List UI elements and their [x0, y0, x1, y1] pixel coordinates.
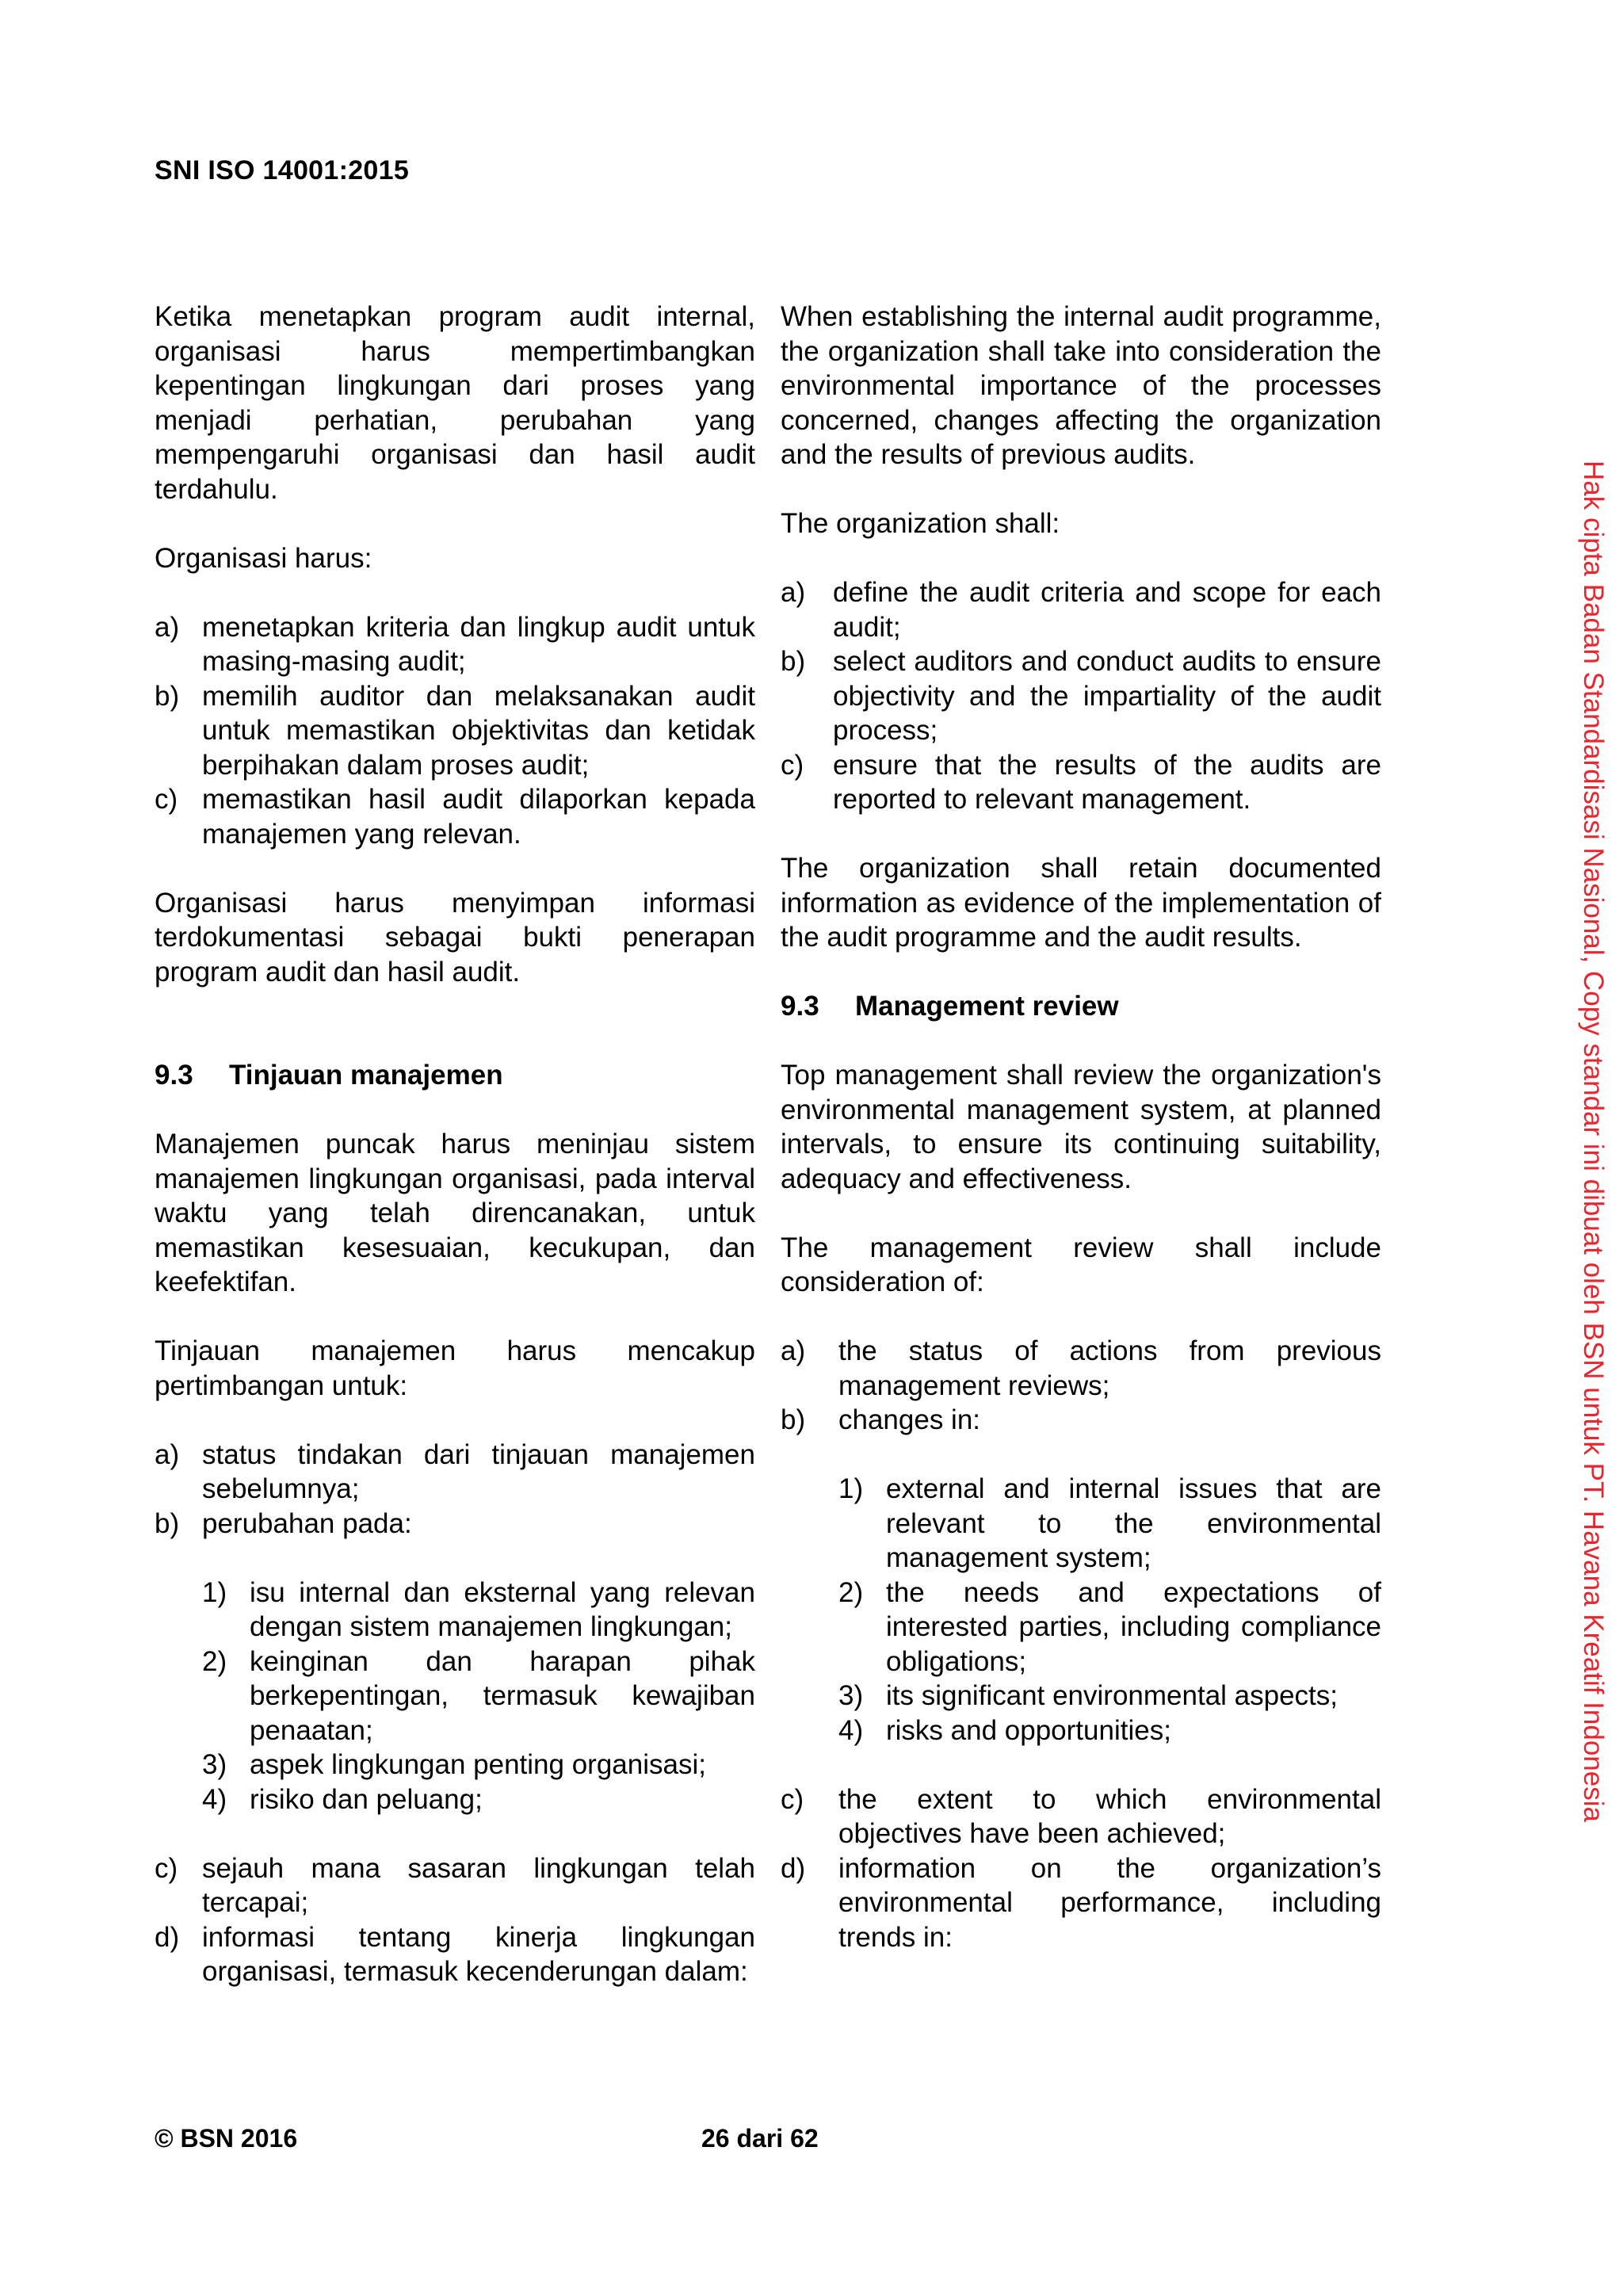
audit-requirements-list	[155, 610, 755, 852]
organization-shall-text: The organization shall:	[781, 508, 1060, 539]
review-include-paragraph: Tinjauan manajemen harus mencakup pertimbangan untuk:	[155, 1335, 755, 1401]
management-review-paragraph: Top management shall review the organization's environmental management system, at planned intervals, to ensure its continuing suitability, adequacy and effectiveness.	[781, 1060, 1381, 1194]
english-column	[781, 300, 1381, 1954]
review-inputs-list-continued	[781, 1782, 1381, 1955]
management-review-paragraph: Manajemen puncak harus meninjau sistem manajemen lingkungan organisasi, pada interval waktu yang telah direncanakan, untuk memastikan kesesuaian, kecukupan, dan keefektifan.	[155, 1129, 755, 1297]
list-item: c) the extent to which environmental objectives have been achieved;	[781, 1783, 1381, 1849]
changes-sublist	[155, 1576, 755, 1817]
indonesian-column	[155, 300, 755, 1989]
organization-shall-text: Organisasi harus:	[155, 542, 372, 574]
review-inputs-list	[155, 1438, 755, 1541]
list-item: 3) its significant environmental aspects;	[838, 1680, 1338, 1711]
list-item: a) menetapkan kriteria dan lingkup audit untuk masing-masing audit;	[155, 611, 755, 677]
list-item: c) memastikan hasil audit dilaporkan kepada manajemen yang relevan.	[155, 784, 755, 850]
review-inputs-list-continued	[155, 1851, 755, 1989]
list-item: c) ensure that the results of the audits are reported to relevant management.	[781, 749, 1381, 815]
list-item: 1) external and internal issues that are relevant to the environmental management system;	[838, 1473, 1381, 1573]
list-item: 2) keinginan dan harapan pihak berkepentingan, termasuk kewajiban penaatan;	[202, 1645, 755, 1746]
list-item: c) sejauh mana sasaran lingkungan telah tercapai;	[155, 1852, 755, 1918]
review-inputs-list	[781, 1334, 1381, 1438]
footer-copyright: © BSN 2016	[155, 2124, 298, 2153]
list-item: 3) aspek lingkungan penting organisasi;	[202, 1749, 706, 1780]
audit-programme-paragraph: When establishing the internal audit programme, the organization shall take into consideration the environmental importance of the processes concerned, changes affecting the organization and the results of previous audits.	[781, 301, 1381, 470]
copyright-watermark: Hak cipta Badan Standardisasi Nasional, Copy standar ini dibuat oleh BSN untuk PT. Havana Kreatif Indonesia	[1578, 460, 1609, 1822]
review-include-paragraph: The management review shall include consideration of:	[781, 1232, 1381, 1297]
list-item: a) define the audit criteria and scope for each audit;	[781, 577, 1381, 643]
list-item: d) information on the organization’s environmental performance, including trends in:	[781, 1852, 1381, 1953]
audit-requirements-list	[781, 575, 1381, 817]
list-item: d) informasi tentang kinerja lingkungan organisasi, termasuk kecenderungan dalam:	[155, 1921, 755, 1987]
list-item: a) status tindakan dari tinjauan manajemen sebelumnya;	[155, 1438, 755, 1504]
retain-information-paragraph: Organisasi harus menyimpan informasi terdokumentasi sebagai bukti penerapan program audit dan hasil audit.	[155, 887, 755, 988]
retain-information-paragraph: The organization shall retain documented information as evidence of the implementation of the audit programme and the audit results.	[781, 853, 1381, 953]
list-item: 2) the needs and expectations of interested parties, including compliance obligations;	[838, 1576, 1381, 1677]
section-heading: 9.3 Tinjauan manajemen	[155, 1060, 503, 1091]
section-heading: 9.3 Management review	[781, 991, 1119, 1022]
list-item: 1) isu internal dan eksternal yang relevan dengan sistem manajemen lingkungan;	[202, 1576, 755, 1642]
list-item: b) select auditors and conduct audits to ensure objectivity and the impartiality of the audit process;	[781, 646, 1381, 746]
list-item: 4) risks and opportunities;	[838, 1714, 1171, 1746]
list-item: b) perubahan pada:	[155, 1507, 412, 1539]
list-item: b) memilih auditor dan melaksanakan audit untuk memastikan objektivitas dan ketidak berpihakan dalam proses audit;	[155, 680, 755, 781]
page-number: 26 dari 62	[701, 2124, 819, 2153]
list-item: b) changes in:	[781, 1404, 981, 1435]
list-item: a) the status of actions from previous management reviews;	[781, 1335, 1381, 1401]
audit-programme-paragraph: Ketika menetapkan program audit internal, organisasi harus mempertimbangkan kepentingan lingkungan dari proses yang menjadi perhatian, perubahan yang mempengaruhi organisasi dan hasil audit terdahulu.	[155, 301, 755, 505]
standard-header: SNI ISO 14001:2015	[155, 155, 410, 185]
list-item: 4) risiko dan peluang;	[202, 1783, 483, 1815]
changes-sublist	[781, 1472, 1381, 1748]
